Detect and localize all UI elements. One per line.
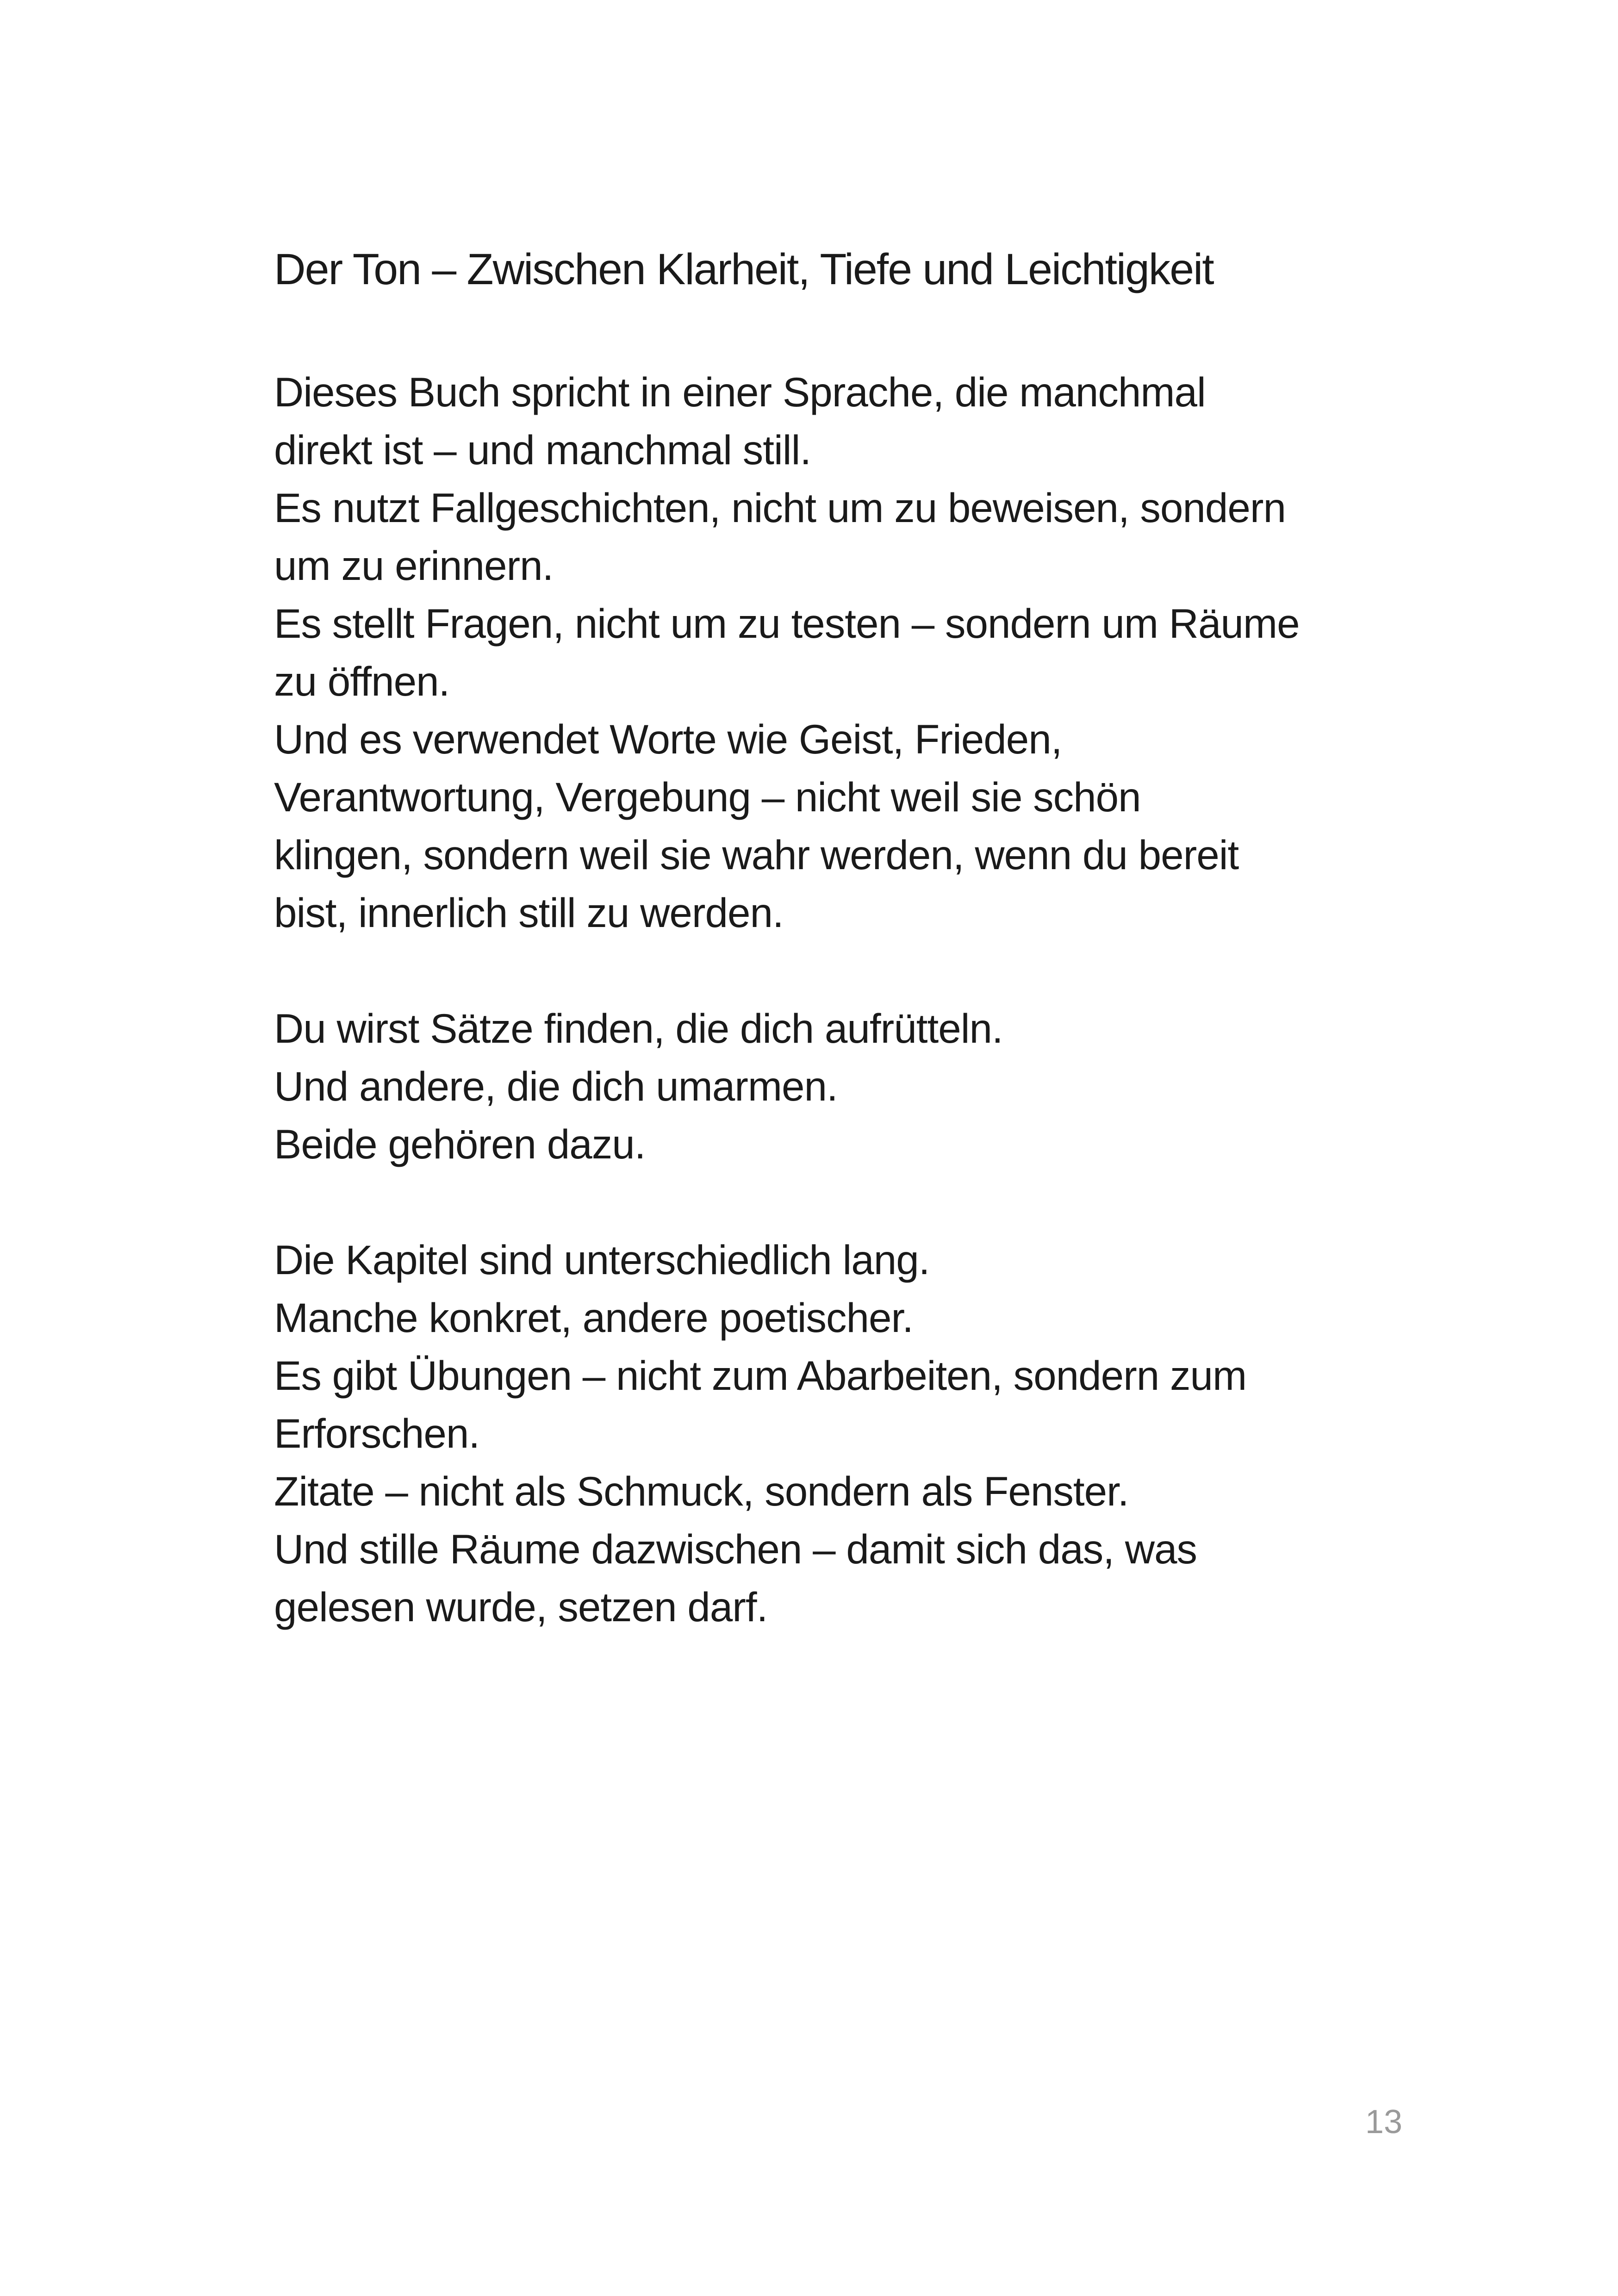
text-line: Dieses Buch spricht in einer Sprache, die manchmal (274, 369, 1206, 415)
text-line: um zu erinnern. (274, 542, 554, 589)
text-line: Manche konkret, andere poetischer. (274, 1294, 913, 1341)
text-line: Und stille Räume dazwischen – damit sich das, was (274, 1526, 1197, 1572)
text-line: klingen, sondern weil sie wahr werden, wenn du bereit (274, 832, 1239, 878)
text-line: gelesen wurde, setzen darf. (274, 1584, 768, 1630)
paragraph-sentences (274, 1000, 1422, 1173)
text-line: zu öffnen. (274, 658, 450, 704)
text-line: Es gibt Übungen – nicht zum Abarbeiten, sondern zum (274, 1352, 1247, 1399)
text-line: bist, innerlich still zu werden. (274, 890, 784, 936)
text-line: Es stellt Fragen, nicht um zu testen – sondern um Räume (274, 600, 1300, 647)
paragraph-chapters (274, 1231, 1422, 1636)
text-line: Und es verwendet Worte wie Geist, Frieden, (274, 716, 1062, 762)
text-line: Die Kapitel sind unterschiedlich lang. (274, 1237, 930, 1283)
paragraph-intro (274, 363, 1422, 942)
text-line: Erforschen. (274, 1410, 480, 1456)
text-line: Du wirst Sätze finden, die dich aufrütteln. (274, 1005, 1003, 1052)
text-line: direkt ist – und manchmal still. (274, 427, 811, 473)
page-number: 13 (1365, 2103, 1402, 2140)
text-line: Es nutzt Fallgeschichten, nicht um zu beweisen, sondern (274, 485, 1286, 531)
text-line: Beide gehören dazu. (274, 1121, 646, 1167)
text-line: Verantwortung, Vergebung – nicht weil sie schön (274, 774, 1141, 820)
page-heading: Der Ton – Zwischen Klarheit, Tiefe und Leichtigkeit (274, 245, 1214, 294)
text-line: Und andere, die dich umarmen. (274, 1063, 838, 1109)
text-line: Zitate – nicht als Schmuck, sondern als Fenster. (274, 1468, 1129, 1514)
